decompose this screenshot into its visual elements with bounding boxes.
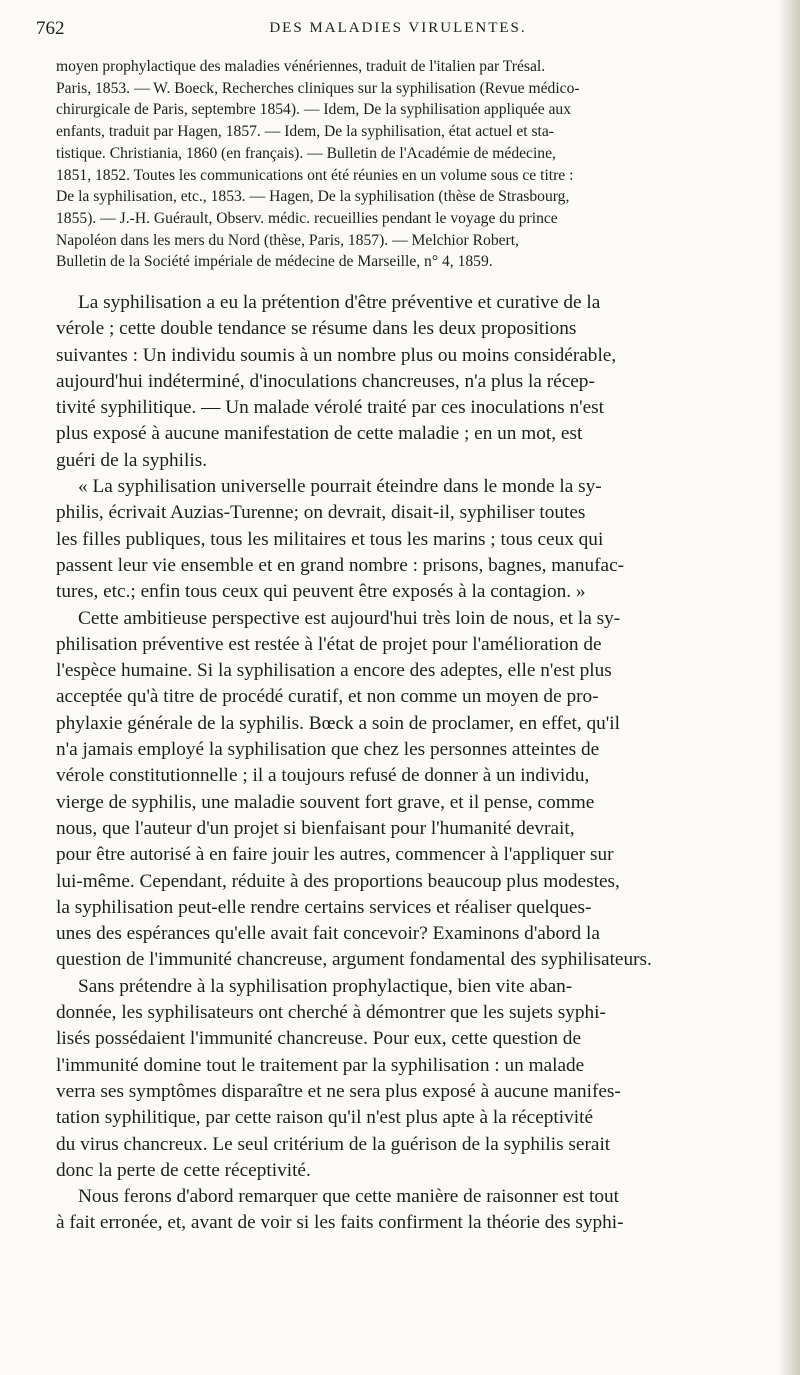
paragraph-line: du virus chancreux. Le seul critérium de la guérison de la syphilis serait (56, 1133, 611, 1155)
bibliography-line: Paris, 1853. — W. Boeck, Recherches cliniques sur la syphilisation (Revue médico- (56, 79, 580, 97)
paragraph-line: philis, écrivait Auzias-Turenne; on devrait, disait-il, syphiliser toutes (56, 502, 586, 524)
paragraph-line: donc la perte de cette réceptivité. (56, 1159, 311, 1181)
paragraph-line: n'a jamais employé la syphilisation que chez les personnes atteintes de (56, 739, 600, 761)
bibliography-footnote (56, 56, 760, 273)
paragraph-line: tation syphilitique, par cette raison qu'il n'est plus apte à la réceptivité (56, 1107, 594, 1129)
paragraph-line: l'espèce humaine. Si la syphilisation a encore des adeptes, elle n'est plus (56, 660, 612, 682)
paragraph-line: Nous ferons d'abord remarquer que cette manière de raisonner est tout (78, 1186, 619, 1208)
paragraph-line: lui-même. Cependant, réduite à des proportions beaucoup plus modestes, (56, 870, 620, 892)
running-head: DES MALADIES VIRULENTES. (269, 20, 527, 36)
bibliography-line: tistique. Christiania, 1860 (en français). — Bulletin de l'Académie de médecine, (56, 144, 556, 162)
paragraph-line: aujourd'hui indéterminé, d'inoculations chancreuses, n'a plus la récep- (56, 370, 595, 392)
paragraph-line: Sans prétendre à la syphilisation prophylactique, bien vite aban- (78, 975, 573, 997)
paragraph-line: la syphilisation peut-elle rendre certains services et réaliser quelques- (56, 896, 592, 918)
paragraph-line: tivité syphilitique. — Un malade vérolé traité par ces inoculations n'est (56, 397, 605, 419)
bibliography-line: chirurgicale de Paris, septembre 1854). — Idem, De la syphilisation appliquée aux (56, 101, 572, 119)
paragraph-line: philisation préventive est restée à l'état de projet pour l'amélioration de (56, 633, 602, 655)
page-header (36, 18, 760, 44)
paragraph-line: vérole constitutionnelle ; il a toujours refusé de donner à un individu, (56, 765, 590, 787)
bibliography-line: moyen prophylactique des maladies vénériennes, traduit de l'italien par Trésal. (56, 58, 546, 75)
paragraph-line: verra ses symptômes disparaître et ne sera plus exposé à aucune manifes- (56, 1080, 621, 1102)
paragraph-line: donnée, les syphilisateurs ont cherché à démontrer que les sujets syphi- (56, 1002, 606, 1024)
paragraph-line: plus exposé à aucune manifestation de cette maladie ; en un mot, est (56, 423, 583, 445)
paragraph-line: tures, etc.; enfin tous ceux qui peuvent être exposés à la contagion. » (56, 581, 586, 603)
paragraph-line: phylaxie générale de la syphilis. Bœck a soin de proclamer, en effet, qu'il (56, 712, 620, 734)
paragraph-line: guéri de la syphilis. (56, 449, 208, 471)
paragraph-line: vierge de syphilis, une maladie souvent fort grave, et il pense, comme (56, 791, 595, 813)
bibliography-line: Napoléon dans les mers du Nord (thèse, Paris, 1857). — Melchior Robert, (56, 231, 519, 249)
paragraph-line: l'immunité domine tout le traitement par la syphilisation : un malade (56, 1054, 585, 1076)
bibliography-line: Bulletin de la Société impériale de médecine de Marseille, n° 4, 1859. (56, 253, 493, 271)
paragraph-line: « La syphilisation universelle pourrait éteindre dans le monde la sy- (78, 476, 602, 498)
page-number: 762 (36, 18, 65, 39)
body-text (56, 290, 760, 1237)
paragraph-line: nous, que l'auteur d'un projet si bienfaisant pour l'humanité devrait, (56, 817, 575, 839)
paragraph-line: vérole ; cette double tendance se résume dans les deux propositions (56, 318, 577, 340)
paragraph-line: acceptée qu'à titre de procédé curatif, et non comme un moyen de pro- (56, 686, 599, 708)
paragraph-line: passent leur vie ensemble et en grand nombre : prisons, bagnes, manufac- (56, 554, 625, 576)
paragraph-line: à fait erronée, et, avant de voir si les faits confirment la théorie des syphi- (56, 1212, 624, 1234)
paragraph-line: question de l'immunité chancreuse, argument fondamental des syphilisateurs. (56, 949, 652, 971)
page-edge-shadow (778, 0, 800, 1375)
paragraph-line: lisés possédaient l'immunité chancreuse. Pour eux, cette question de (56, 1028, 581, 1050)
paragraph-line: les filles publiques, tous les militaires et tous les marins ; tous ceux qui (56, 528, 604, 550)
bibliography-line: 1855). — J.-H. Guérault, Observ. médic. recueillies pendant le voyage du prince (56, 209, 558, 227)
paragraph-line: suivantes : Un individu soumis à un nombre plus ou moins considérable, (56, 344, 617, 366)
paragraph-line: pour être autorisé à en faire jouir les autres, commencer à l'appliquer sur (56, 844, 614, 866)
bibliography-line: enfants, traduit par Hagen, 1857. — Idem, De la syphilisation, état actuel et sta- (56, 123, 554, 141)
bibliography-line: De la syphilisation, etc., 1853. — Hagen, De la syphilisation (thèse de Strasbourg, (56, 188, 570, 206)
paragraph-line: unes des espérances qu'elle avait fait concevoir? Examinons d'abord la (56, 923, 600, 945)
paragraph-line: La syphilisation a eu la prétention d'être préventive et curative de la (78, 292, 601, 313)
bibliography-line: 1851, 1852. Toutes les communications ont été réunies en un volume sous ce titre : (56, 166, 574, 184)
paragraph-line: Cette ambitieuse perspective est aujourd'hui très loin de nous, et la sy- (78, 607, 621, 629)
